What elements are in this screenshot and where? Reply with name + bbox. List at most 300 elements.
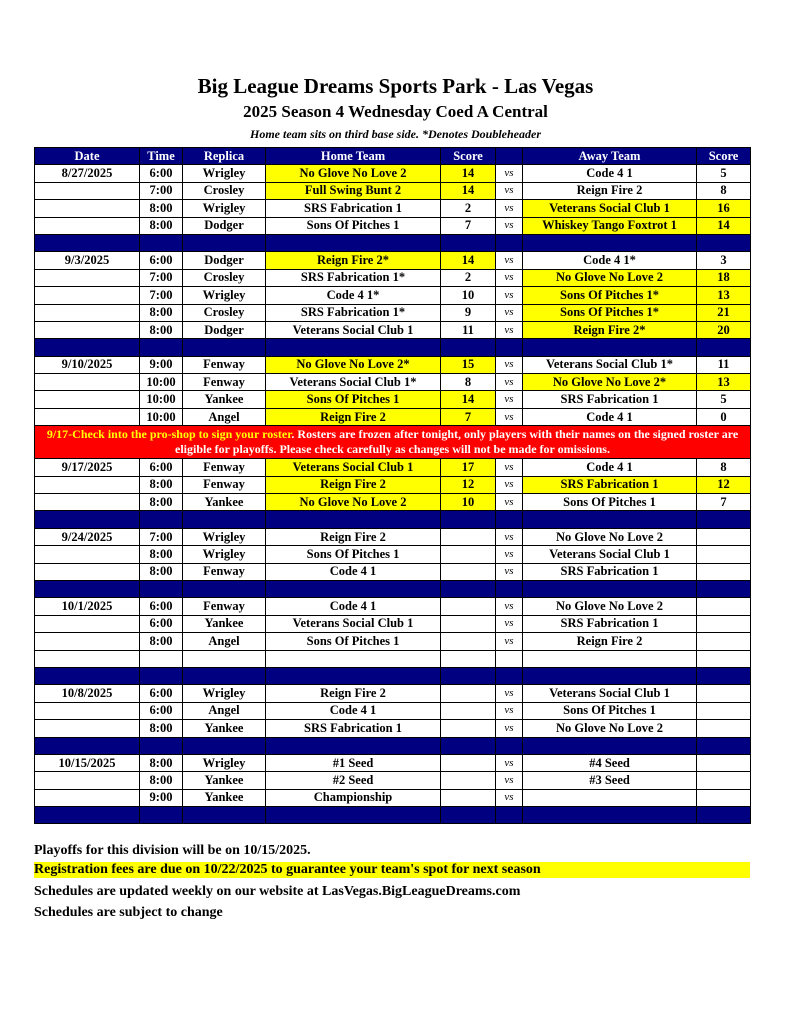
game-time: 6:00 (140, 459, 183, 476)
game-replica: Dodger (183, 217, 266, 234)
away-team: Code 4 1 (523, 408, 697, 425)
away-team: #3 Seed (523, 772, 697, 789)
vs-label: vs (496, 598, 523, 615)
game-row (35, 182, 751, 199)
blank-cell (35, 650, 140, 667)
game-date: 9/10/2025 (35, 356, 140, 373)
separator-cell (35, 580, 140, 597)
vs-label: vs (496, 789, 523, 806)
game-row (35, 546, 751, 563)
game-time: 8:00 (140, 754, 183, 771)
game-row (35, 356, 751, 373)
away-team: SRS Fabrication 1 (523, 391, 697, 408)
away-score: 11 (697, 356, 751, 373)
game-time: 6:00 (140, 252, 183, 269)
away-score (697, 615, 751, 632)
game-date (35, 494, 140, 511)
game-date (35, 563, 140, 580)
vs-label: vs (496, 754, 523, 771)
home-team: Sons Of Pitches 1 (266, 391, 441, 408)
home-team: Code 4 1 (266, 563, 441, 580)
week-separator-row (35, 580, 751, 597)
away-score (697, 702, 751, 719)
game-row (35, 789, 751, 806)
away-team: Veterans Social Club 1* (523, 356, 697, 373)
game-date (35, 720, 140, 737)
vs-label: vs (496, 391, 523, 408)
away-team: No Glove No Love 2 (523, 269, 697, 286)
game-replica: Dodger (183, 321, 266, 338)
game-time: 6:00 (140, 615, 183, 632)
home-team: Reign Fire 2 (266, 528, 441, 545)
game-time: 8:00 (140, 772, 183, 789)
week-separator-row (35, 737, 751, 754)
separator-cell (697, 580, 751, 597)
vs-label: vs (496, 217, 523, 234)
separator-cell (697, 807, 751, 824)
game-time: 6:00 (140, 702, 183, 719)
away-score (697, 546, 751, 563)
vs-label: vs (496, 374, 523, 391)
blank-cell (496, 650, 523, 667)
away-team: Sons Of Pitches 1 (523, 702, 697, 719)
vs-label: vs (496, 633, 523, 650)
away-team: Veterans Social Club 1 (523, 200, 697, 217)
game-row (35, 494, 751, 511)
game-replica: Fenway (183, 598, 266, 615)
schedule-table (34, 147, 751, 824)
page-subtitle: 2025 Season 4 Wednesday Coed A Central (243, 102, 548, 121)
away-team: No Glove No Love 2 (523, 720, 697, 737)
game-replica: Fenway (183, 563, 266, 580)
vs-label: vs (496, 702, 523, 719)
separator-cell (441, 234, 496, 251)
game-time: 8:00 (140, 304, 183, 321)
game-replica: Wrigley (183, 528, 266, 545)
game-date (35, 321, 140, 338)
away-team: SRS Fabrication 1 (523, 476, 697, 493)
game-time: 6:00 (140, 685, 183, 702)
away-score: 3 (697, 252, 751, 269)
game-time: 7:00 (140, 287, 183, 304)
vs-label: vs (496, 269, 523, 286)
away-score: 5 (697, 391, 751, 408)
home-team: Code 4 1 (266, 598, 441, 615)
separator-cell (496, 511, 523, 528)
game-replica: Yankee (183, 391, 266, 408)
home-score: 14 (441, 182, 496, 199)
game-replica: Wrigley (183, 200, 266, 217)
column-header-time: Time (140, 148, 183, 165)
separator-cell (441, 667, 496, 684)
away-score: 16 (697, 200, 751, 217)
game-row (35, 304, 751, 321)
away-team: SRS Fabrication 1 (523, 563, 697, 580)
away-score: 12 (697, 476, 751, 493)
vs-label: vs (496, 200, 523, 217)
home-score: 11 (441, 321, 496, 338)
game-replica: Yankee (183, 772, 266, 789)
away-team: Code 4 1 (523, 165, 697, 182)
game-row (35, 615, 751, 632)
game-date (35, 374, 140, 391)
game-time: 8:00 (140, 633, 183, 650)
separator-cell (441, 807, 496, 824)
away-score: 8 (697, 182, 751, 199)
home-team: Sons Of Pitches 1 (266, 217, 441, 234)
game-replica: Wrigley (183, 546, 266, 563)
away-team: No Glove No Love 2 (523, 598, 697, 615)
separator-cell (266, 667, 441, 684)
home-team: Veterans Social Club 1 (266, 459, 441, 476)
game-time: 8:00 (140, 563, 183, 580)
vs-label: vs (496, 287, 523, 304)
table-header-row (35, 148, 751, 165)
blank-row (35, 650, 751, 667)
separator-cell (183, 511, 266, 528)
column-header-home-team: Home Team (266, 148, 441, 165)
separator-cell (697, 667, 751, 684)
separator-cell (523, 667, 697, 684)
separator-cell (266, 737, 441, 754)
away-team: SRS Fabrication 1 (523, 615, 697, 632)
website-note: Schedules are updated weekly on our website at LasVegas.BigLeagueDreams.com (34, 884, 521, 899)
vs-label: vs (496, 304, 523, 321)
separator-cell (140, 667, 183, 684)
game-time: 7:00 (140, 528, 183, 545)
home-team: Reign Fire 2 (266, 685, 441, 702)
game-time: 8:00 (140, 476, 183, 493)
away-score: 18 (697, 269, 751, 286)
vs-label: vs (496, 615, 523, 632)
week-separator-row (35, 339, 751, 356)
away-score (697, 754, 751, 771)
home-team: No Glove No Love 2 (266, 494, 441, 511)
game-row (35, 321, 751, 338)
separator-cell (35, 667, 140, 684)
column-header-home-score: Score (441, 148, 496, 165)
game-row (35, 754, 751, 771)
away-team: Veterans Social Club 1 (523, 685, 697, 702)
separator-cell (266, 234, 441, 251)
game-date: 10/15/2025 (35, 754, 140, 771)
game-replica: Angel (183, 633, 266, 650)
game-row (35, 217, 751, 234)
home-score (441, 598, 496, 615)
game-replica: Fenway (183, 356, 266, 373)
away-score (697, 633, 751, 650)
column-header-date: Date (35, 148, 140, 165)
game-replica: Fenway (183, 374, 266, 391)
separator-cell (183, 737, 266, 754)
away-score (697, 720, 751, 737)
game-time: 6:00 (140, 165, 183, 182)
game-row (35, 165, 751, 182)
game-replica: Yankee (183, 789, 266, 806)
separator-cell (183, 339, 266, 356)
home-team: No Glove No Love 2 (266, 165, 441, 182)
separator-cell (441, 339, 496, 356)
home-score: 14 (441, 391, 496, 408)
game-replica: Wrigley (183, 685, 266, 702)
game-row (35, 528, 751, 545)
column-header-away-team: Away Team (523, 148, 697, 165)
away-score: 20 (697, 321, 751, 338)
home-score (441, 615, 496, 632)
home-team: Reign Fire 2 (266, 476, 441, 493)
separator-cell (496, 339, 523, 356)
home-score: 8 (441, 374, 496, 391)
playoffs-note: Playoffs for this division will be on 10/15/2025. (34, 843, 311, 858)
game-date (35, 702, 140, 719)
subject-to-change-note: Schedules are subject to change (34, 905, 223, 920)
away-score: 13 (697, 374, 751, 391)
game-date (35, 772, 140, 789)
separator-cell (183, 807, 266, 824)
home-score (441, 685, 496, 702)
vs-label: vs (496, 528, 523, 545)
game-time: 9:00 (140, 356, 183, 373)
away-team (523, 789, 697, 806)
separator-cell (523, 339, 697, 356)
separator-cell (496, 737, 523, 754)
blank-cell (441, 650, 496, 667)
away-score (697, 685, 751, 702)
separator-cell (183, 234, 266, 251)
home-score: 7 (441, 408, 496, 425)
schedule-body (35, 165, 751, 824)
home-score: 10 (441, 287, 496, 304)
away-team: Sons Of Pitches 1* (523, 287, 697, 304)
separator-cell (441, 580, 496, 597)
vs-label: vs (496, 459, 523, 476)
game-date (35, 476, 140, 493)
separator-cell (35, 807, 140, 824)
game-time: 8:00 (140, 321, 183, 338)
separator-cell (183, 580, 266, 597)
blank-cell (523, 650, 697, 667)
game-replica: Fenway (183, 476, 266, 493)
away-team: No Glove No Love 2* (523, 374, 697, 391)
home-score: 10 (441, 494, 496, 511)
away-score: 14 (697, 217, 751, 234)
home-score (441, 772, 496, 789)
home-team: Code 4 1* (266, 287, 441, 304)
vs-label: vs (496, 182, 523, 199)
vs-label: vs (496, 494, 523, 511)
away-score (697, 772, 751, 789)
game-row (35, 685, 751, 702)
game-replica: Wrigley (183, 165, 266, 182)
away-score: 21 (697, 304, 751, 321)
separator-cell (523, 807, 697, 824)
vs-label: vs (496, 720, 523, 737)
home-score: 12 (441, 476, 496, 493)
vs-label: vs (496, 165, 523, 182)
game-date (35, 182, 140, 199)
game-replica: Angel (183, 408, 266, 425)
notice-text: . Rosters are frozen after tonight, only players with their names on the signed roster are eligible for playoffs. Please check carefully as changes will not be made for omissions. (175, 427, 739, 457)
game-row (35, 374, 751, 391)
vs-label: vs (496, 685, 523, 702)
separator-cell (140, 339, 183, 356)
game-date (35, 200, 140, 217)
away-score: 8 (697, 459, 751, 476)
vs-label: vs (496, 356, 523, 373)
game-time: 10:00 (140, 391, 183, 408)
game-date (35, 546, 140, 563)
notice-date: 9/17- (46, 427, 73, 442)
game-row (35, 269, 751, 286)
game-date (35, 217, 140, 234)
notice-highlight: Check into the pro-shop to sign your roster (72, 427, 292, 442)
game-row (35, 476, 751, 493)
game-time: 6:00 (140, 598, 183, 615)
blank-cell (140, 650, 183, 667)
home-team: Reign Fire 2 (266, 408, 441, 425)
home-team: SRS Fabrication 1* (266, 304, 441, 321)
home-team: Sons Of Pitches 1 (266, 633, 441, 650)
game-date (35, 287, 140, 304)
vs-label: vs (496, 408, 523, 425)
game-row (35, 702, 751, 719)
separator-cell (140, 580, 183, 597)
page-title: Big League Dreams Sports Park - Las Vegas (197, 74, 594, 98)
game-row (35, 287, 751, 304)
home-team: No Glove No Love 2* (266, 356, 441, 373)
game-date: 10/1/2025 (35, 598, 140, 615)
separator-cell (266, 580, 441, 597)
away-team: Reign Fire 2 (523, 633, 697, 650)
away-score (697, 528, 751, 545)
separator-cell (496, 667, 523, 684)
home-team: SRS Fabrication 1 (266, 720, 441, 737)
game-row (35, 772, 751, 789)
blank-cell (266, 650, 441, 667)
roster-notice (35, 426, 751, 459)
game-time: 9:00 (140, 789, 183, 806)
home-team: SRS Fabrication 1 (266, 200, 441, 217)
home-score: 17 (441, 459, 496, 476)
home-score: 7 (441, 217, 496, 234)
separator-cell (496, 580, 523, 597)
week-separator-row (35, 807, 751, 824)
game-replica: Yankee (183, 615, 266, 632)
game-date (35, 304, 140, 321)
away-team: Whiskey Tango Foxtrot 1 (523, 217, 697, 234)
column-header-vs (496, 148, 523, 165)
home-team: Veterans Social Club 1 (266, 615, 441, 632)
away-team: Sons Of Pitches 1 (523, 494, 697, 511)
home-team: Veterans Social Club 1 (266, 321, 441, 338)
game-row (35, 720, 751, 737)
game-date (35, 633, 140, 650)
home-score (441, 789, 496, 806)
home-score (441, 754, 496, 771)
registration-note: Registration fees are due on 10/22/2025 to guarantee your team's spot for next season (34, 862, 750, 878)
separator-cell (523, 511, 697, 528)
game-replica: Crosley (183, 269, 266, 286)
game-time: 8:00 (140, 494, 183, 511)
game-date: 10/8/2025 (35, 685, 140, 702)
separator-cell (697, 511, 751, 528)
game-row (35, 598, 751, 615)
game-time: 8:00 (140, 546, 183, 563)
separator-cell (697, 339, 751, 356)
home-team: SRS Fabrication 1* (266, 269, 441, 286)
home-team: Full Swing Bunt 2 (266, 182, 441, 199)
away-team: Reign Fire 2* (523, 321, 697, 338)
separator-cell (523, 737, 697, 754)
separator-cell (523, 580, 697, 597)
game-row (35, 200, 751, 217)
game-replica: Crosley (183, 182, 266, 199)
game-replica: Wrigley (183, 754, 266, 771)
separator-cell (140, 511, 183, 528)
away-score (697, 789, 751, 806)
game-date (35, 615, 140, 632)
game-date: 9/3/2025 (35, 252, 140, 269)
vs-label: vs (496, 772, 523, 789)
separator-cell (496, 234, 523, 251)
vs-label: vs (496, 563, 523, 580)
home-score: 2 (441, 269, 496, 286)
roster-notice-row (35, 426, 751, 459)
separator-cell (697, 234, 751, 251)
home-score: 2 (441, 200, 496, 217)
separator-cell (496, 807, 523, 824)
column-header-away-score: Score (697, 148, 751, 165)
separator-cell (266, 339, 441, 356)
week-separator-row (35, 511, 751, 528)
vs-label: vs (496, 476, 523, 493)
game-date: 9/17/2025 (35, 459, 140, 476)
column-header-replica: Replica (183, 148, 266, 165)
game-time: 8:00 (140, 720, 183, 737)
game-replica: Yankee (183, 720, 266, 737)
separator-cell (266, 807, 441, 824)
game-time: 7:00 (140, 269, 183, 286)
game-replica: Wrigley (183, 287, 266, 304)
game-replica: Yankee (183, 494, 266, 511)
home-score (441, 563, 496, 580)
away-team: Code 4 1* (523, 252, 697, 269)
separator-cell (140, 737, 183, 754)
separator-cell (441, 737, 496, 754)
home-team: Code 4 1 (266, 702, 441, 719)
game-row (35, 459, 751, 476)
away-score: 0 (697, 408, 751, 425)
game-time: 7:00 (140, 182, 183, 199)
vs-label: vs (496, 321, 523, 338)
home-team: Sons Of Pitches 1 (266, 546, 441, 563)
separator-cell (35, 737, 140, 754)
page-note: Home team sits on third base side. *Denotes Doubleheader (250, 127, 541, 141)
game-replica: Angel (183, 702, 266, 719)
separator-cell (697, 737, 751, 754)
separator-cell (140, 234, 183, 251)
game-date (35, 408, 140, 425)
game-date: 8/27/2025 (35, 165, 140, 182)
vs-label: vs (496, 546, 523, 563)
week-separator-row (35, 234, 751, 251)
home-score: 14 (441, 165, 496, 182)
home-team: Veterans Social Club 1* (266, 374, 441, 391)
away-score: 13 (697, 287, 751, 304)
away-team: Reign Fire 2 (523, 182, 697, 199)
separator-cell (183, 667, 266, 684)
vs-label: vs (496, 252, 523, 269)
